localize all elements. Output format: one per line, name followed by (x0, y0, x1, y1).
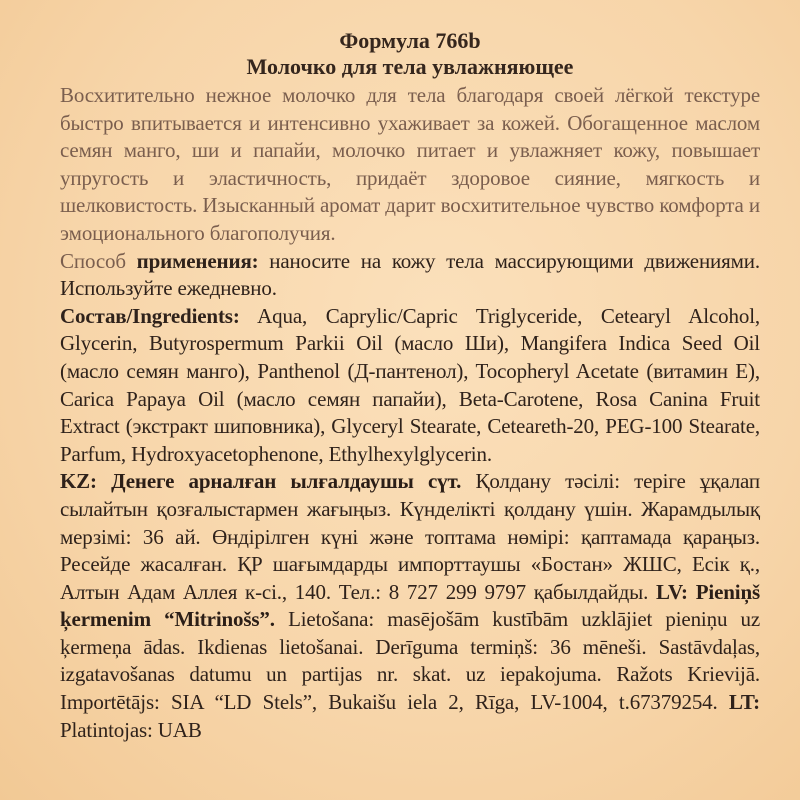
lt-text: Platintojas: UAB (60, 717, 202, 742)
usage-label: Способ (60, 248, 126, 273)
ingredients-section (60, 303, 760, 469)
lv-lead: Pieniņš ķermenim “Mitrinošs”. (60, 579, 761, 632)
product-title: Формула 766b (339, 28, 481, 53)
multilingual-section (60, 468, 760, 744)
description-text: Восхитительно нежное молочко для тела благодаря своей лёгкой текстуре быстро впитывается и интенсивно ухаживает за кожей. Обогащенное маслом семян манго, ши и папайи, молочко питает и увлажняет кожу, повышает упругость и эластичность, придаёт здоровое сияние, мягкость и шелковистость. Изысканный аромат дарит восхитительное чувство комфорта и эмоционального благополучия. (60, 83, 760, 245)
product-subtitle: Молочко для тела увлажняющее (246, 54, 574, 79)
kz-label: KZ: (60, 469, 97, 494)
usage-section (60, 248, 760, 303)
ingredients-text: Aqua, Caprylic/Capric Triglyceride, Cetearyl Alcohol, Glycerin, Butyrospermum Parkii Oil (масло Ши), Mangifera Indica Seed Oil (масло семян манго), Panthenol (Д-пантенол), Tocopheryl Acetate (витамин Е), Carica Papaya Oil (масло семян папайи), Beta-Carotene, Rosa Canina Fruit Extract (экстракт шиповника), Glyceryl Stearate, Ceteareth-20, PEG-100 Stearate, Parfum, Hydroxyacetophenone, Ethylhexylglycerin. (60, 303, 760, 466)
usage-label-bold: применения: (136, 248, 259, 273)
lv-text: Lietošana: masējošām kustībām uzklājiet pieniņu uz ķermeņa ādas. Ikdienas lietošanai. Derīguma termiņš: 36 mēneši. Sastāvdaļas, izgatavošanas datumu un partijas nr. skat. uz iepakojuma. Ražots Krievijā. Importētājs: SIA “LD Stels”, Bukaišu iela 2, Rīga, LV-1004, t.67379254. (60, 607, 760, 715)
lv-label: LV: (656, 579, 688, 604)
lt-label: LT: (728, 690, 760, 715)
ingredients-label: Состав/Ingredients: (60, 303, 240, 328)
kz-lead: Денеге арналған ылғалдаушы сүт. (111, 469, 462, 494)
usage-text: наносите на кожу тела массирующими движениями. Используйте ежедневно. (60, 248, 760, 301)
kz-text: Қолдану тәсілі: теріге ұқалап сылайтын қозғалыстармен жағыңыз. Күнделікті қолдану үшін. Жарамдылық мерзімі: 36 ай. Өндірілген күні және топтама нөмірі: қаптамада қараңыз. Ресейде жасалған. ҚР шағымдарды импорттаушы «Бостан» ЖШС, Есік қ., Алтын Адам Аллея к-сі., 140. Тел.: 8 727 299 9797 қабылдайды. (60, 469, 761, 604)
